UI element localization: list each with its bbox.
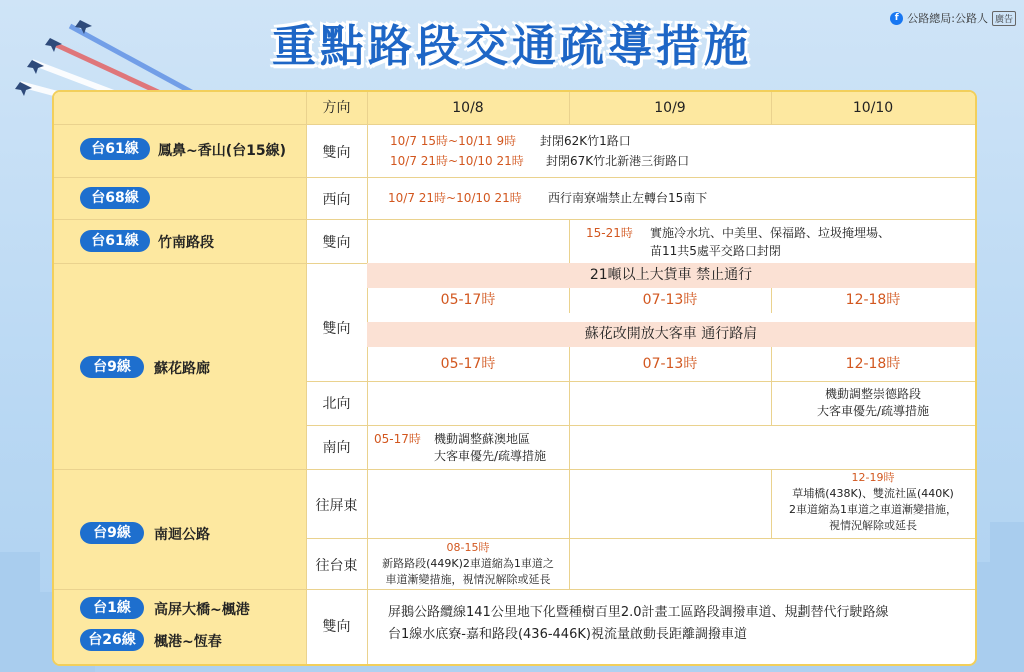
- measure-text: 苗11共5處平交路口封閉: [650, 244, 781, 258]
- direction-label: 西向: [322, 192, 351, 208]
- route-badge: 台26線: [80, 629, 144, 651]
- time-slot: 05-17時: [440, 292, 496, 308]
- direction-label: 雙向: [322, 321, 351, 337]
- measure-text: 視情況解除或延長: [829, 519, 917, 532]
- brand-text: 公路總局:公路人: [907, 12, 988, 25]
- route-name: 南迴公路: [154, 527, 210, 543]
- measure-text: 2車道縮為1車道之車道漸變措施，: [789, 503, 957, 516]
- route-name: 楓港~恆春: [154, 634, 222, 650]
- direction-label: 南向: [322, 440, 351, 456]
- time-slot: 12-18時: [845, 356, 901, 372]
- route-name: 高屏大橋~楓港: [154, 602, 250, 618]
- time-slot: 07-13時: [642, 292, 698, 308]
- measure-text: 車道漸變措施，視情況解除或延長: [385, 573, 551, 586]
- route-badge: 台9線: [80, 522, 144, 544]
- route-name: 蘇花路廊: [154, 361, 210, 377]
- route-name: 竹南路段: [158, 235, 214, 251]
- header-day: 10/10: [852, 100, 894, 116]
- measure-text: 實施冷水坑、中美里、保福路、垃圾掩埋場、: [650, 226, 891, 240]
- measure-text: 大客車優先/疏導措施: [816, 404, 930, 418]
- measure-text: 新路路段(449K)2車道縮為1車道之: [382, 557, 554, 570]
- time-range: 15-21時: [586, 226, 633, 240]
- time-range: 10/7 21時~10/10 21時: [388, 191, 522, 205]
- route-badge: 台9線: [80, 356, 144, 378]
- time-range: 08-15時: [446, 541, 490, 554]
- direction-label: 往屏東: [315, 498, 358, 514]
- time-slot: 05-17時: [440, 356, 496, 372]
- time-range: 05-17時: [374, 432, 421, 446]
- time-slot: 07-13時: [642, 356, 698, 372]
- direction-label: 雙向: [322, 145, 351, 161]
- header-day: 10/8: [452, 100, 484, 116]
- measure-text: 台1線水底寮-嘉和路段(436-446K)視流量啟動長距離調撥車道: [388, 627, 747, 642]
- measure-text: 西行南寮端禁止左轉台15南下: [548, 191, 708, 205]
- traffic-table: [52, 90, 977, 666]
- route-badge: 台61線: [80, 138, 150, 160]
- direction-label: 雙向: [322, 619, 351, 635]
- direction-label: 往台東: [315, 558, 358, 574]
- route-name: 鳳鼻~香山(台15線): [158, 143, 287, 159]
- measure-text: 屏鵝公路纜線141公里地下化暨種樹百里2.0計畫工區路段調撥車道、規劃替代行駛路線: [388, 605, 889, 620]
- time-slot: 12-18時: [845, 292, 901, 308]
- measure-text: 機動調整蘇澳地區: [434, 432, 531, 446]
- route-badge: 台1線: [80, 597, 144, 619]
- facebook-icon: f: [890, 12, 903, 25]
- direction-label: 北向: [322, 396, 351, 412]
- time-range: 12-19時: [851, 471, 895, 484]
- direction-label: 雙向: [322, 235, 351, 251]
- header-direction: 方向: [322, 100, 351, 116]
- brand: [890, 10, 1016, 26]
- measure-text: 封閉62K竹1路口: [540, 134, 631, 148]
- route-badge: 台61線: [80, 230, 150, 252]
- time-range: 10/7 21時~10/10 21時: [390, 154, 524, 168]
- measure-text: 草埔橋(438K)、雙流社區(440K): [792, 487, 954, 500]
- route-badge: 台68線: [80, 187, 150, 209]
- restriction-band: 蘇花改開放大客車 通行路肩: [367, 322, 975, 347]
- measure-text: 機動調整崇德路段: [824, 387, 921, 401]
- measure-text: 封閉67K竹北新港三街路口: [546, 154, 690, 168]
- measure-text: 大客車優先/疏導措施: [434, 449, 547, 463]
- restriction-band: 21噸以上大貨車 禁止通行: [367, 263, 975, 288]
- ad-tag: 廣告: [992, 11, 1016, 26]
- page-title: 重點路段交通疏導措施: [272, 21, 752, 72]
- header-day: 10/9: [654, 100, 686, 116]
- time-range: 10/7 15時~10/11 9時: [390, 134, 517, 148]
